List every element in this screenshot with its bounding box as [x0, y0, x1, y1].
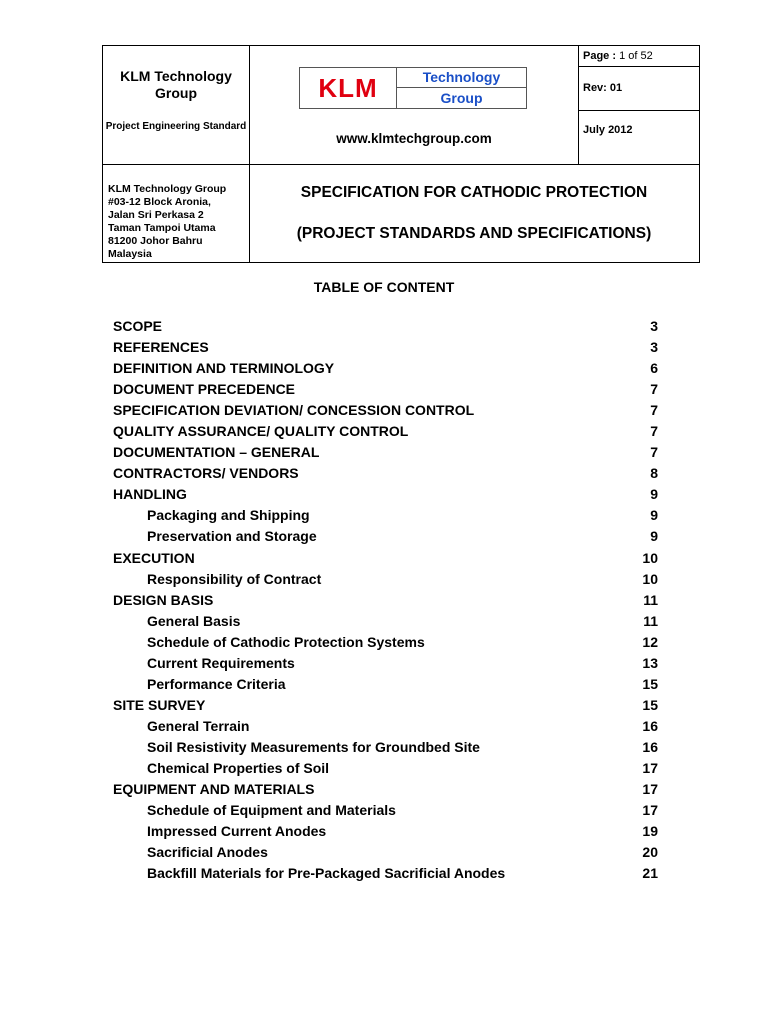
toc-entry-label: REFERENCES: [113, 339, 209, 356]
toc-entry-label: Schedule of Equipment and Materials: [147, 802, 396, 819]
header-divider: [578, 110, 699, 111]
toc-entry[interactable]: [113, 401, 658, 422]
toc-entry-page: 10: [642, 570, 658, 587]
document-subtitle: (PROJECT STANDARDS AND SPECIFICATIONS): [296, 225, 652, 242]
toc-entry[interactable]: [113, 780, 658, 801]
toc-entry-page: 3: [650, 339, 658, 356]
toc-entry[interactable]: [113, 738, 658, 759]
page-value: 1 of 52: [619, 50, 653, 62]
toc-entry-label: Responsibility of Contract: [147, 570, 322, 587]
issue-date: July 2012: [583, 124, 633, 136]
toc-entry-page: 15: [642, 675, 658, 692]
table-of-contents: [113, 317, 658, 885]
toc-entry-page: 7: [650, 381, 658, 398]
toc-entry[interactable]: [113, 843, 658, 864]
toc-entry-label: CONTRACTORS/ VENDORS: [113, 465, 299, 482]
toc-entry-label: SCOPE: [113, 318, 163, 334]
header-divider: [578, 66, 699, 67]
toc-entry-label: Schedule of Cathodic Protection Systems: [147, 633, 425, 650]
toc-entry-page: 3: [650, 318, 658, 334]
toc-entry[interactable]: [113, 654, 658, 675]
toc-entry-page: 17: [642, 802, 658, 819]
toc-entry-page: 11: [643, 612, 658, 629]
toc-entry-page: 16: [642, 738, 658, 755]
toc-entry-page: 19: [642, 823, 658, 840]
toc-entry-page: 12: [642, 633, 658, 650]
toc-entry-label: Sacrificial Anodes: [147, 844, 268, 861]
toc-entry-page: 7: [650, 444, 658, 461]
address-line: Malaysia: [108, 248, 152, 260]
toc-entry[interactable]: [113, 696, 658, 717]
toc-entry-label: Soil Resistivity Measurements for Groundbed Site: [147, 738, 480, 755]
toc-entry[interactable]: [113, 359, 658, 380]
address-line: Jalan Sri Perkasa 2: [108, 209, 204, 221]
toc-entry-page: 6: [650, 360, 658, 377]
company-logo: [299, 67, 527, 109]
logo-word-group: Group: [396, 87, 527, 109]
logo-word-technology: Technology: [396, 67, 527, 88]
toc-entry[interactable]: [113, 485, 658, 506]
toc-entry-label: Current Requirements: [147, 654, 295, 671]
standard-label: Project Engineering Standard: [105, 121, 247, 132]
toc-entry-label: Performance Criteria: [147, 675, 286, 692]
toc-entry[interactable]: [113, 591, 658, 612]
toc-entry[interactable]: [113, 801, 658, 822]
address-line: KLM Technology Group: [108, 183, 227, 195]
toc-entry-label: EXECUTION: [113, 549, 195, 566]
toc-entry[interactable]: [113, 549, 658, 570]
toc-entry-page: 17: [642, 781, 658, 798]
toc-entry[interactable]: [113, 570, 658, 591]
toc-entry-page: 20: [642, 844, 658, 861]
toc-entry-page: 16: [642, 717, 658, 734]
address-line: #03-12 Block Aronia,: [108, 196, 211, 208]
address-line: 81200 Johor Bahru: [108, 235, 203, 247]
page-indicator: [583, 50, 653, 62]
toc-entry[interactable]: [113, 506, 658, 527]
toc-entry-page: 17: [642, 759, 658, 776]
toc-entry-page: 7: [650, 402, 658, 419]
toc-entry-page: 21: [642, 865, 658, 882]
toc-entry-page: 9: [650, 507, 658, 524]
toc-entry[interactable]: [113, 422, 658, 443]
toc-entry[interactable]: [113, 717, 658, 738]
page-label: Page :: [583, 50, 617, 62]
toc-entry-page: 13: [642, 654, 658, 671]
toc-entry-page: 11: [643, 591, 658, 608]
toc-heading: [0, 279, 768, 295]
company-address: [108, 183, 248, 261]
toc-entry-label: DOCUMENT PRECEDENCE: [113, 381, 296, 398]
toc-entry[interactable]: [113, 822, 658, 843]
toc-entry-label: Backfill Materials for Pre-Packaged Sacrificial Anodes: [147, 865, 506, 882]
toc-entry[interactable]: [113, 675, 658, 696]
toc-entry-label: DESIGN BASIS: [113, 591, 214, 608]
toc-entry[interactable]: [113, 612, 658, 633]
document-title: SPECIFICATION FOR CATHODIC PROTECTION: [300, 184, 648, 201]
toc-entry-page: 9: [650, 528, 658, 545]
toc-entry[interactable]: [113, 864, 658, 885]
toc-entry-label: SPECIFICATION DEVIATION/ CONCESSION CONTROL: [113, 402, 475, 419]
toc-entry-label: DEFINITION AND TERMINOLOGY: [113, 360, 335, 377]
toc-entry[interactable]: [113, 380, 658, 401]
toc-entry[interactable]: [113, 464, 658, 485]
toc-entry-label: Chemical Properties of Soil: [147, 759, 330, 776]
toc-entry[interactable]: [113, 317, 658, 338]
address-line: Taman Tampoi Utama: [108, 222, 216, 234]
toc-entry-page: 7: [650, 423, 658, 440]
toc-entry-label: EQUIPMENT AND MATERIALS: [113, 781, 315, 798]
toc-entry-label: QUALITY ASSURANCE/ QUALITY CONTROL: [113, 423, 409, 440]
toc-heading-text: TABLE OF CONTENT: [313, 279, 455, 295]
toc-entry[interactable]: [113, 527, 658, 548]
toc-entry-page: 9: [650, 486, 658, 503]
toc-entry-page: 10: [642, 549, 658, 566]
document-header-table: [102, 45, 700, 263]
toc-entry[interactable]: [113, 759, 658, 780]
toc-entry-label: Preservation and Storage: [147, 528, 317, 545]
toc-entry-label: SITE SURVEY: [113, 696, 206, 713]
toc-entry-page: 8: [650, 465, 658, 482]
toc-entry-label: DOCUMENTATION – GENERAL: [113, 444, 320, 461]
toc-entry[interactable]: [113, 443, 658, 464]
toc-entry-label: General Terrain: [147, 717, 250, 734]
website-url: www.klmtechgroup.com: [336, 131, 492, 146]
header-divider: [578, 46, 579, 164]
toc-entry[interactable]: [113, 633, 658, 654]
revision: Rev: 01: [583, 82, 623, 94]
header-divider: [103, 164, 699, 165]
company-name: KLM Technology Group: [120, 68, 232, 101]
toc-entry-label: Impressed Current Anodes: [147, 823, 327, 840]
logo-mark: KLM: [299, 67, 397, 109]
toc-entry-label: Packaging and Shipping: [147, 507, 310, 524]
toc-entry[interactable]: [113, 338, 658, 359]
toc-entry-page: 15: [642, 696, 658, 713]
toc-entry-label: General Basis: [147, 612, 241, 629]
toc-entry-label: HANDLING: [113, 486, 187, 503]
